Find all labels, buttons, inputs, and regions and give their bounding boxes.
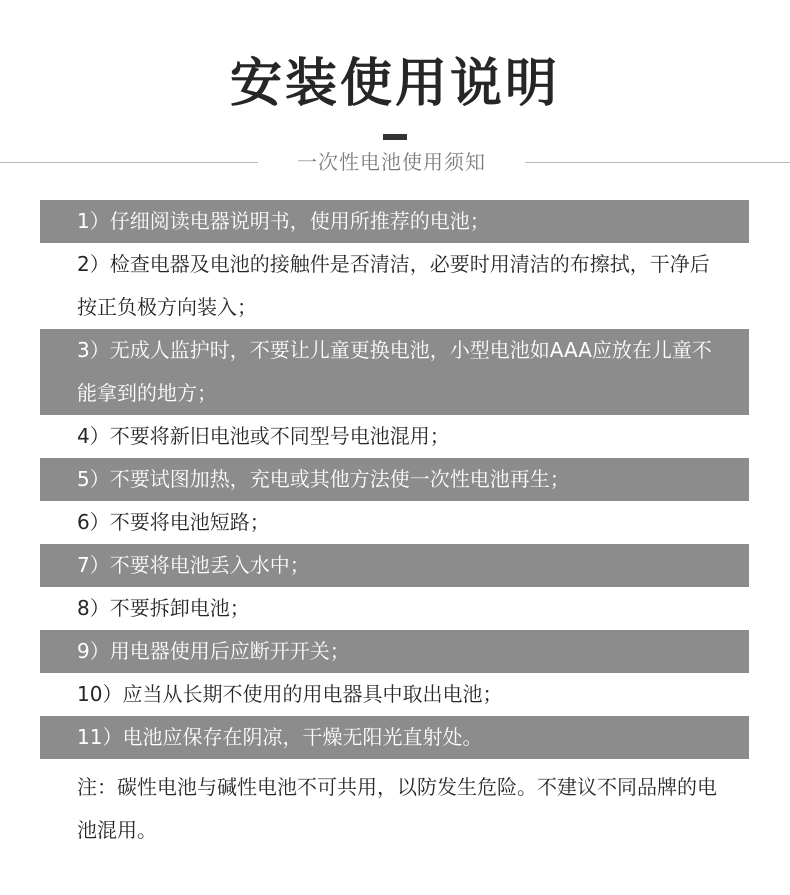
list-item: 9）用电器使用后应断开开关； — [40, 630, 749, 673]
note-text: 注：碳性电池与碱性电池不可共用，以防发生危险。不建议不同品牌的电池混用。 — [77, 775, 717, 842]
page-title: 安装使用说明 — [229, 54, 560, 114]
divider-right — [525, 162, 790, 163]
list-item: 6）不要将电池短路； — [77, 510, 270, 534]
list-item: 11）电池应保存在阴凉，干燥无阳光直射处。 — [40, 716, 749, 759]
list-item: 1）仔细阅读电器说明书，使用所推荐的电池； — [40, 200, 749, 243]
subtitle: 一次性电池使用须知 — [297, 150, 486, 174]
list-item: 2）检查电器及电池的接触件是否清洁，必要时用清洁的布擦拭，干净后按正负极方向装入； — [77, 252, 710, 319]
list-item: 7）不要将电池丢入水中； — [40, 544, 749, 587]
list-item: 3）无成人监护时，不要让儿童更换电池，小型电池如AAA应放在儿童不能拿到的地方； — [40, 329, 749, 415]
list-item: 4）不要将新旧电池或不同型号电池混用； — [77, 424, 450, 448]
list-item: 5）不要试图加热，充电或其他方法使一次性电池再生； — [40, 458, 749, 501]
list-item: 10）应当从长期不使用的用电器具中取出电池； — [77, 682, 503, 706]
subtitle-row — [0, 145, 790, 179]
instruction-list — [40, 200, 749, 852]
divider-left — [0, 162, 258, 163]
list-item: 8）不要拆卸电池； — [77, 596, 250, 620]
title-underline-bar — [383, 134, 407, 140]
